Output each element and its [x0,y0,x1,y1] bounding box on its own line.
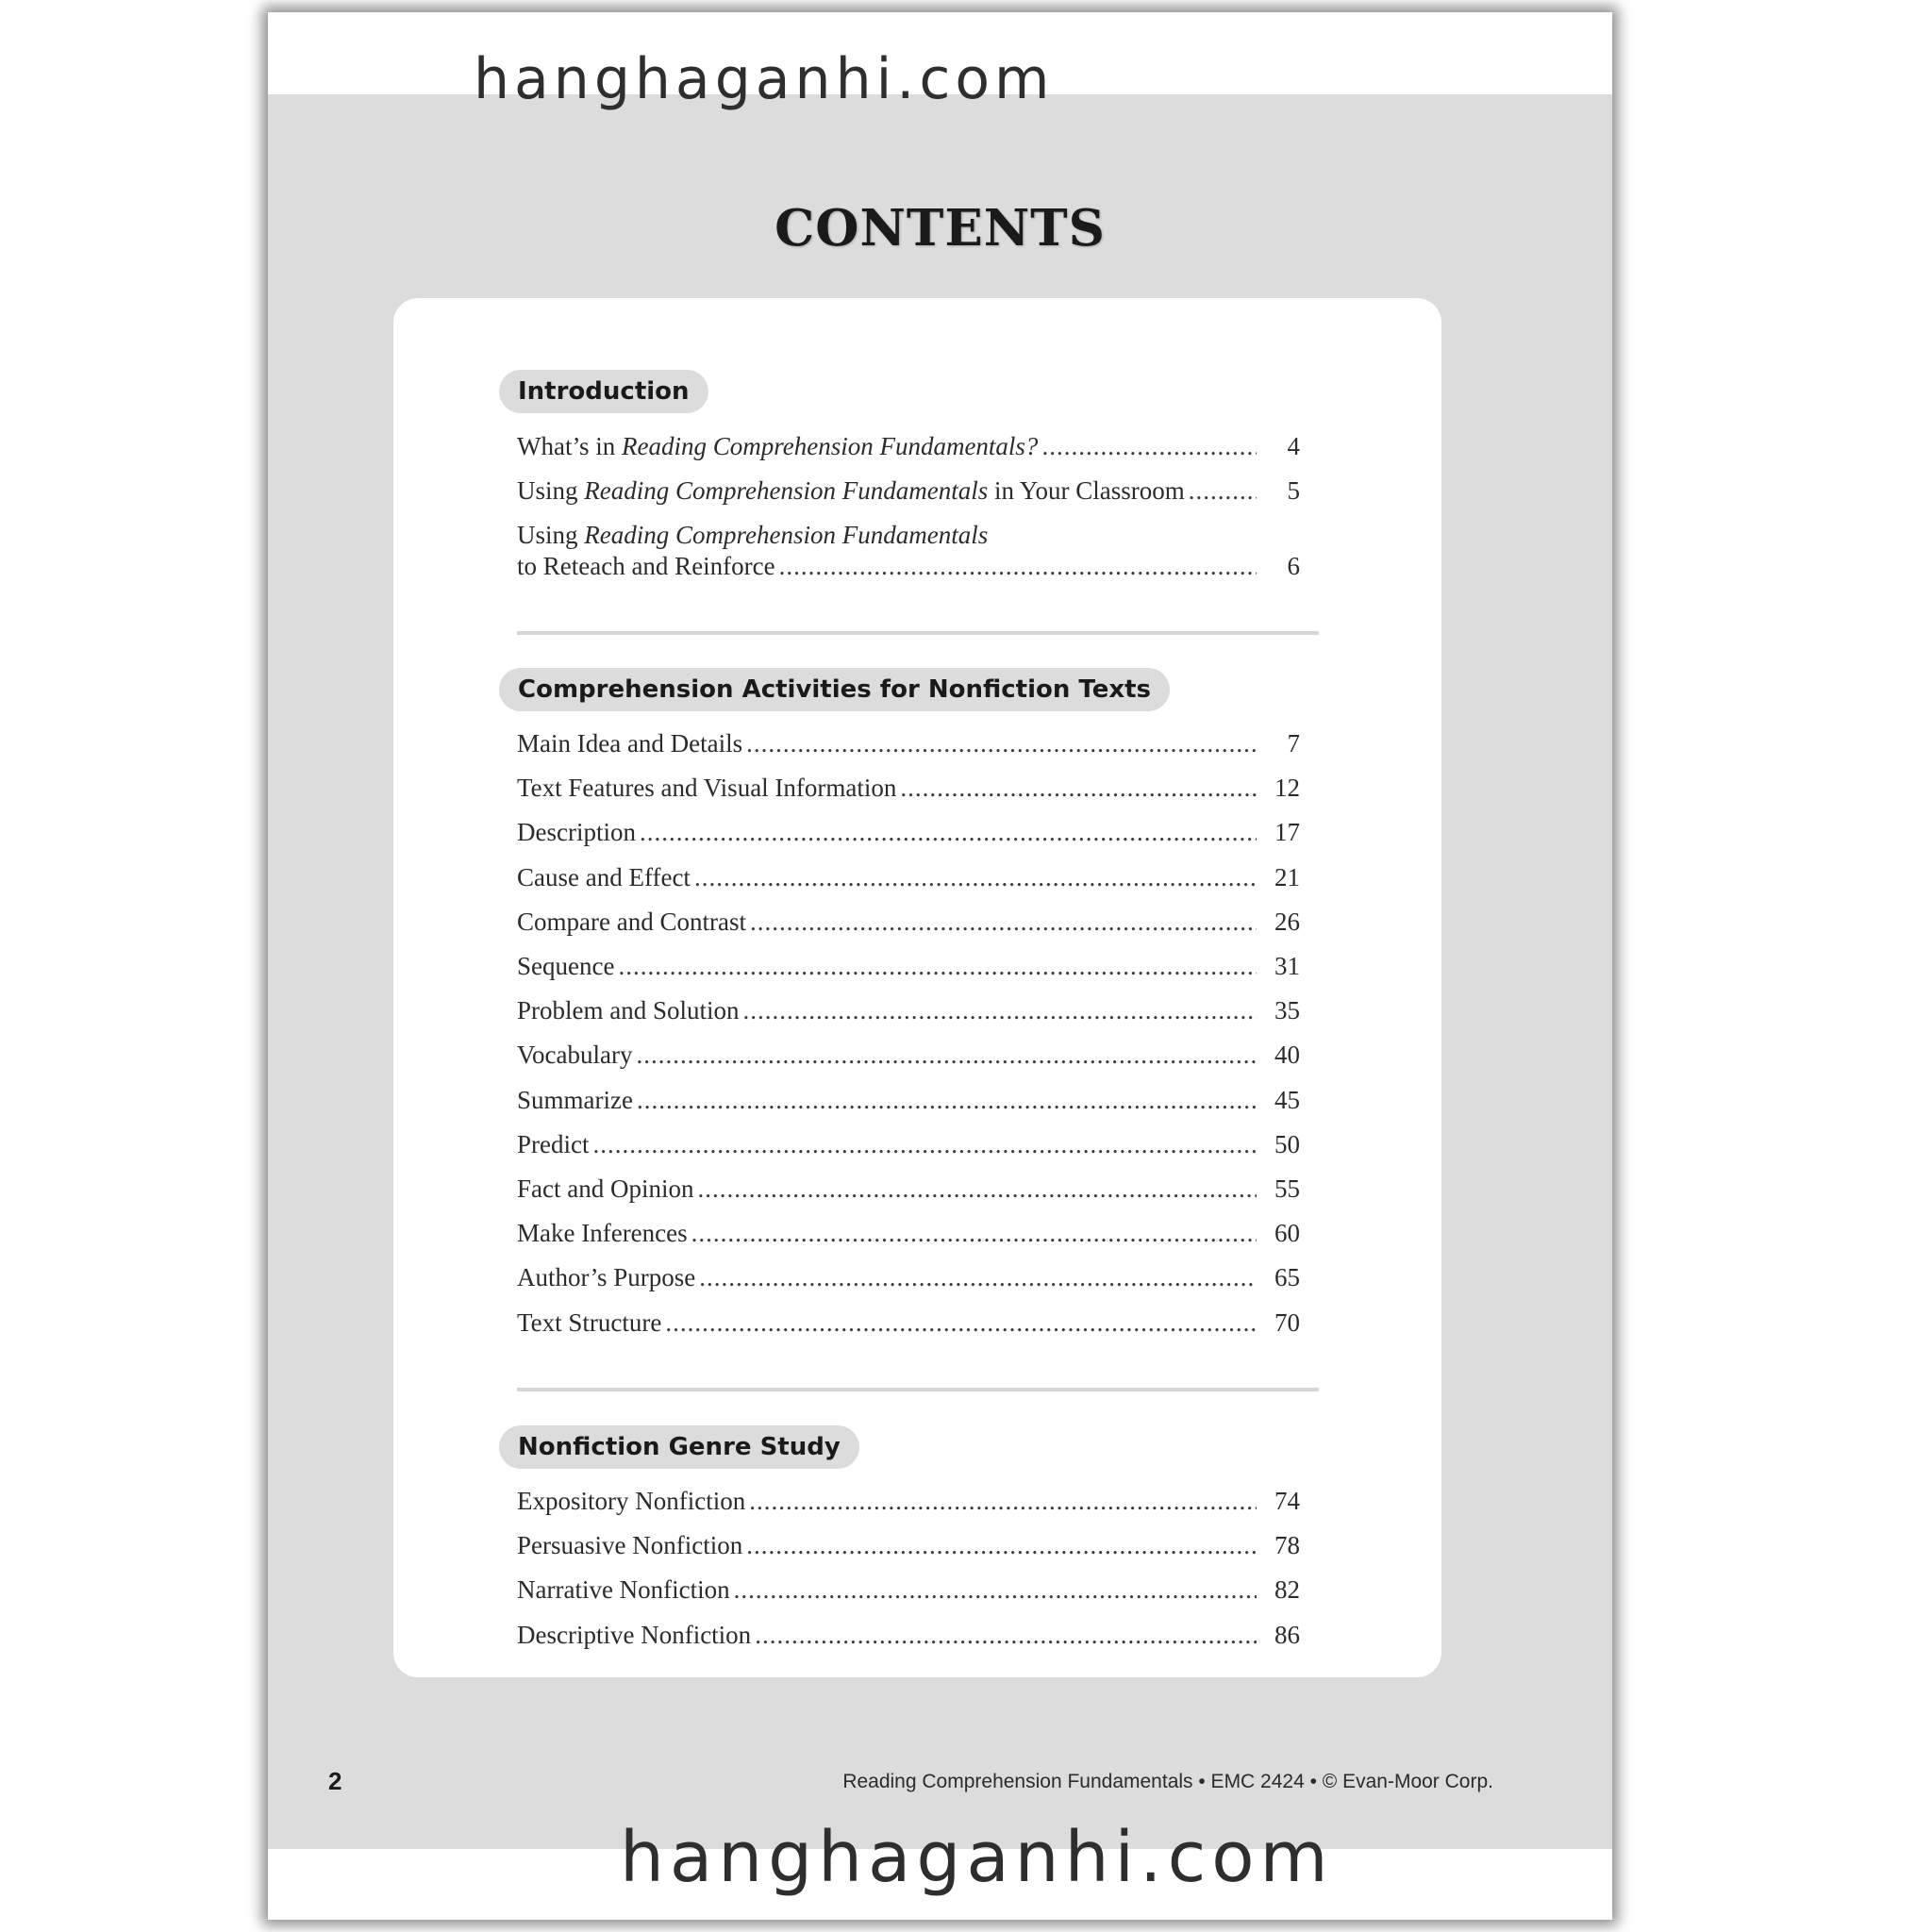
toc-entry[interactable] [517,995,1300,1026]
page-title: CONTENTS [774,199,1106,258]
toc-entry-page: 45 [1274,1085,1300,1114]
section-divider [517,1388,1319,1391]
toc-entry[interactable] [517,520,1300,582]
document-page [268,12,1612,1920]
toc-entry[interactable] [517,1486,1300,1517]
dot-leader [637,1085,1257,1116]
toc-entry-label: Summarize [517,1085,633,1114]
dot-leader [691,1218,1257,1249]
toc-entry[interactable] [517,1307,1300,1339]
toc-entry-label: Predict [517,1129,590,1158]
toc-entry-label: Make Inferences [517,1219,688,1248]
toc-entry-label: Text Structure [517,1307,662,1337]
toc-entry-label: Vocabulary [517,1041,633,1070]
toc-entry[interactable] [517,475,1300,507]
section-heading-comprehension: Comprehension Activities for Nonfiction Texts [499,668,1170,711]
toc-entry[interactable] [517,773,1300,804]
toc-entry[interactable] [517,1574,1300,1606]
toc-entry[interactable] [517,951,1300,982]
toc-entry-page: 5 [1287,476,1300,505]
toc-entry-label: Compare and Contrast [517,907,746,936]
toc-entry[interactable] [517,907,1300,938]
dot-leader [665,1307,1257,1339]
dot-leader [699,1262,1257,1293]
toc-entry[interactable] [517,431,1300,462]
toc-entry-label: Narrative Nonfiction [517,1575,730,1605]
dot-leader [749,1486,1257,1517]
dot-leader [1041,431,1257,462]
toc-entry[interactable] [517,1129,1300,1160]
toc-entry[interactable] [517,1174,1300,1205]
toc-entry-page: 26 [1274,907,1300,936]
toc-entry[interactable] [517,862,1300,893]
toc-entry[interactable] [517,1218,1300,1249]
page-number: 2 [328,1767,342,1795]
toc-entry[interactable] [517,1262,1300,1293]
toc-entry-page: 74 [1274,1487,1300,1515]
toc-entry-page: 17 [1274,818,1300,847]
toc-entry-label: Text Features and Visual Information [517,774,897,803]
dot-leader [746,1530,1257,1561]
dot-leader [779,551,1257,582]
toc-entry-page: 31 [1274,952,1300,980]
section-heading-genre: Nonfiction Genre Study [499,1425,859,1469]
dot-leader [697,1174,1257,1205]
dot-leader [592,1129,1257,1160]
toc-entry-page: 86 [1274,1620,1300,1649]
watermark-top: hanghaganhi.com [474,46,1055,112]
toc-entry[interactable] [517,817,1300,848]
toc-entry-page: 55 [1274,1174,1300,1203]
watermark-bottom: hanghaganhi.com [620,1817,1334,1898]
toc-entry[interactable] [517,1040,1300,1071]
toc-entry-page: 40 [1274,1041,1300,1070]
toc-entry-label-line2: to Reteach and Reinforce [517,552,775,580]
dot-leader [743,995,1257,1026]
toc-entry-label: Expository Nonfiction [517,1487,746,1515]
toc-entry-label: Cause and Effect [517,862,691,891]
section-divider [517,631,1319,635]
toc-entry-label: Using Reading Comprehension Fundamentals in Your Classroom [517,476,1185,505]
toc-entry-label: Problem and Solution [517,996,740,1025]
dot-leader [640,817,1257,848]
dot-leader [746,728,1257,759]
contents-card [393,298,1441,1677]
toc-entry-label: Main Idea and Details [517,729,743,758]
toc-entry-label: Description [517,818,636,847]
toc-entry-label: Fact and Opinion [517,1174,694,1203]
toc-entry-label: Sequence [517,952,615,980]
dot-leader [734,1574,1257,1606]
toc-entry-page: 70 [1274,1307,1300,1337]
toc-entry-page: 6 [1287,552,1300,580]
dot-leader [1189,475,1257,507]
toc-entry-label: Author’s Purpose [517,1263,696,1292]
toc-entry-page: 78 [1274,1531,1300,1560]
toc-entry-page: 7 [1287,729,1300,758]
toc-entry-page: 12 [1274,774,1300,803]
toc-entry-page: 60 [1274,1219,1300,1248]
toc-entry-page: 65 [1274,1263,1300,1292]
toc-entry-label: Descriptive Nonfiction [517,1620,752,1649]
toc-entry-label: What’s in Reading Comprehension Fundamentals? [517,432,1039,460]
toc-entry-label-line1: Using Reading Comprehension Fundamentals [517,521,989,549]
toc-entry-page: 4 [1287,432,1300,460]
toc-entry[interactable] [517,1620,1300,1651]
toc-entry[interactable] [517,728,1300,759]
toc-entry-page: 50 [1274,1129,1300,1158]
toc-entry-page: 35 [1274,996,1300,1025]
toc-entry[interactable] [517,1530,1300,1561]
toc-entry-page: 82 [1274,1575,1300,1605]
toc-entry-page: 21 [1274,862,1300,891]
toc-entry[interactable] [517,1085,1300,1116]
dot-leader [636,1040,1257,1071]
dot-leader [618,951,1257,982]
dot-leader [900,773,1257,804]
dot-leader [755,1620,1257,1651]
section-heading-introduction: Introduction [499,370,708,413]
footer-credit: Reading Comprehension Fundamentals • EMC 2424 • © Evan-Moor Corp. [842,1771,1493,1792]
toc-entry-label: Persuasive Nonfiction [517,1531,743,1560]
dot-leader [694,862,1257,893]
dot-leader [750,907,1257,938]
